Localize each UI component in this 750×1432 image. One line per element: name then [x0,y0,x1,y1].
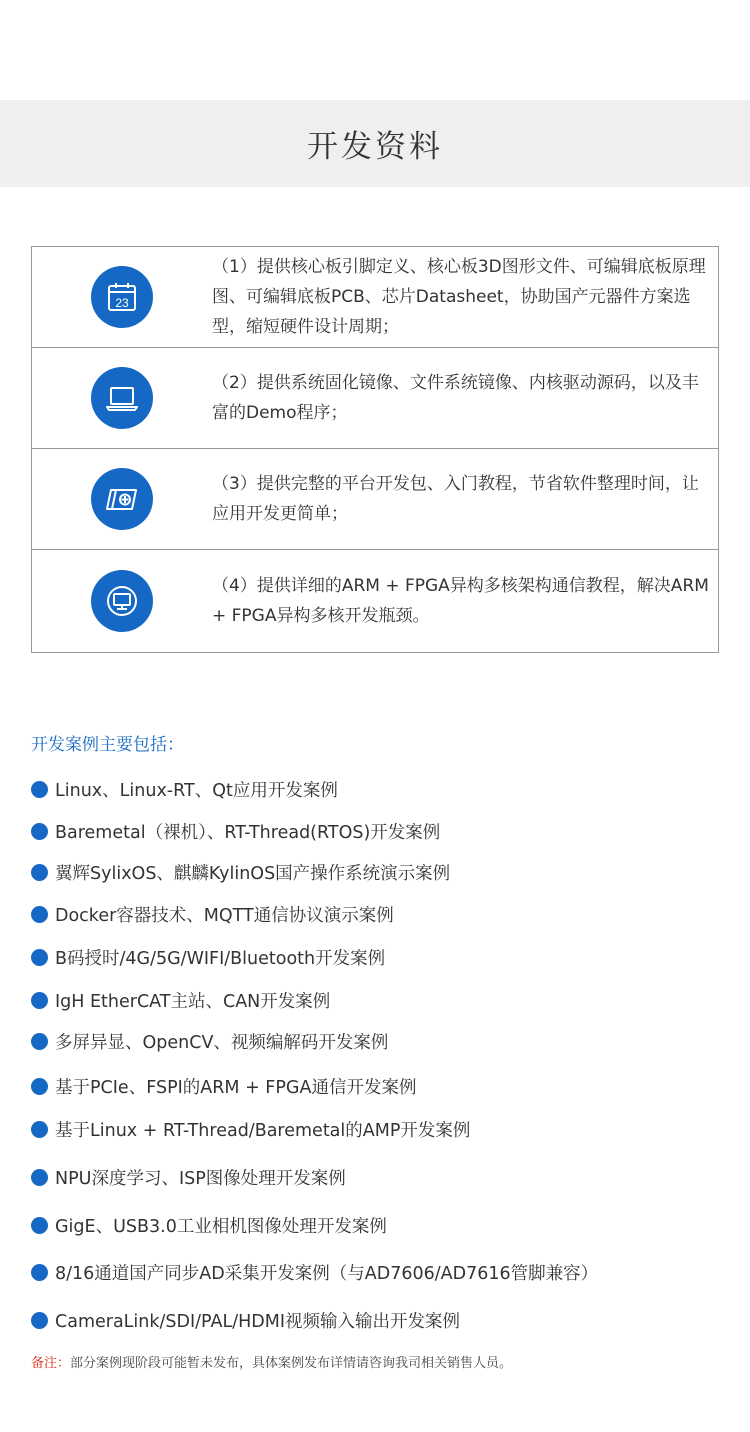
feature-row [32,247,718,348]
footnote-text: 部分案例现阶段可能暂未发布，具体案例发布详情请咨询我司相关销售人员。 [70,1356,513,1371]
features-table [31,246,719,653]
laptop-icon [91,367,153,429]
feature-row [32,550,718,652]
list-item: IgH EtherCAT主站、CAN开发案例 [31,988,330,1013]
feature-row [32,449,718,550]
feature-text: （1）提供核心板引脚定义、核心板3D图形文件、可编辑底板原理图、可编辑底板PCB、芯片Datasheet，协助国产元器件方案选型，缩短硬件设计周期； [212,257,706,337]
bullet-icon [31,1078,48,1095]
feature-text: （2）提供系统固化镜像、文件系统镜像、内核驱动源码，以及丰富的Demo程序； [212,373,699,423]
bullet-icon [31,864,48,881]
bullet-icon [31,781,48,798]
bullet-icon [31,1169,48,1186]
list-item: Docker容器技术、MQTT通信协议演示案例 [31,902,394,927]
bullet-icon [31,1121,48,1138]
list-item: NPU深度学习、ISP图像处理开发案例 [31,1165,346,1190]
list-item: 多屏异显、OpenCV、视频编解码开发案例 [31,1029,388,1054]
bullet-icon [31,1033,48,1050]
bullet-icon [31,1312,48,1329]
feature-text: （3）提供完整的平台开发包、入门教程，节省软件整理时间，让应用开发更简单； [212,474,699,524]
board-icon [91,468,153,530]
monitor-icon [91,570,153,632]
list-item: 基于Linux + RT-Thread/Baremetal的AMP开发案例 [31,1117,470,1142]
bullet-icon [31,949,48,966]
bullet-icon [31,1217,48,1234]
footnote-label: 备注： [31,1356,71,1371]
list-item: Baremetal（裸机）、RT-Thread(RTOS)开发案例 [31,819,440,844]
list-item: 翼辉SylixOS、麒麟KylinOS国产操作系统演示案例 [31,860,450,885]
bullet-icon [31,906,48,923]
footnote [31,1352,512,1371]
list-item: B码授时/4G/5G/WIFI/Bluetooth开发案例 [31,945,385,970]
list-item: 基于PCIe、FSPI的ARM + FPGA通信开发案例 [31,1074,416,1099]
list-item: 8/16通道国产同步AD采集开发案例（与AD7606/AD7616管脚兼容） [31,1260,598,1285]
bullet-icon [31,992,48,1009]
calendar-icon [91,266,153,328]
page-title: 开发资料 [307,129,443,165]
list-item: GigE、USB3.0工业相机图像处理开发案例 [31,1213,387,1238]
cases-heading: 开发案例主要包括： [31,735,184,755]
feature-text: （4）提供详细的ARM + FPGA异构多核架构通信教程，解决ARM + FPGA异构多核开发瓶颈。 [212,576,709,626]
section-banner [0,100,750,187]
list-item: Linux、Linux-RT、Qt应用开发案例 [31,777,338,802]
bullet-icon [31,1264,48,1281]
calendar-day: 23 [115,296,129,310]
list-item: CameraLink/SDI/PAL/HDMI视频输入输出开发案例 [31,1308,460,1333]
bullet-icon [31,823,48,840]
feature-row [32,348,718,449]
